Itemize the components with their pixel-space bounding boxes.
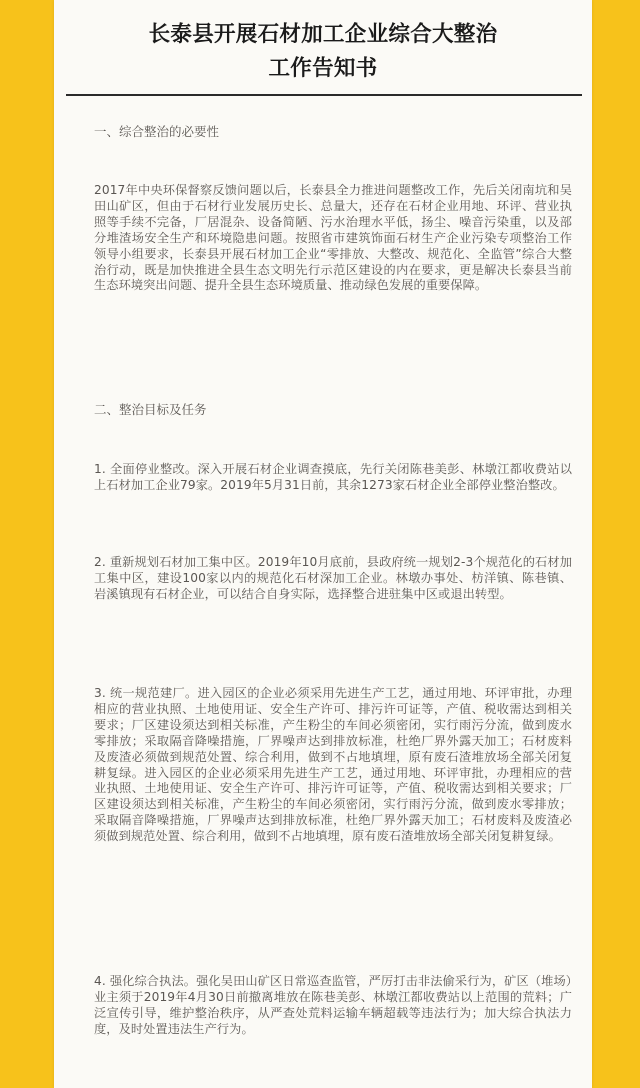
notice-document [54, 0, 592, 1088]
title-divider [66, 94, 582, 96]
task-item-3: 3. 统一规范建厂。进入园区的企业必须采用先进生产工艺，通过用地、环评审批，办理相应的营业执照、土地使用证、安全生产许可、排污许可证等，产值、税收需达到相关要求；厂区建设须达到相关标准，产生粉尘的车间必须密闭，实行雨污分流，做到废水零排放；采取隔音降噪措施，厂界噪声达到排放标准，杜绝厂界外露天加工；石材废料及废渣必须做到规范处置、综合利用，做到不占地填埋，原有废石渣堆放场全部关闭复耕复绿。进入园区的企业必须采用先进生产工艺，通过用地、环评审批，办理相应的营业执照、土地使用证、安全生产许可、排污许可证等，产值、税收需达到相关要求；厂区建设须达到相关标准，产生粉尘的车间必须密闭，实行雨污分流，做到废水零排放；采取隔音降噪措施，厂界噪声达到排放标准，杜绝厂界外露天加工；石材废料及废渣必须做到规范处置、综合利用，做到不占地填埋，原有废石渣堆放场全部关闭复耕复绿。 [94, 686, 572, 844]
task-item-2: 2. 重新规划石材加工集中区。2019年10月底前，县政府统一规划2-3个规范化的石材加工集中区，建设100家以内的规范化石材深加工企业。林墩办事处、枋洋镇、陈巷镇、岩溪镇现有石材企业，可以结合自身实际，选择整合进驻集中区或退出转型。 [94, 555, 572, 601]
title-line-1: 长泰县开展石材加工企业综合大整治 [148, 22, 498, 47]
document-title [54, 18, 592, 86]
task-item-4: 4. 强化综合执法。强化吴田山矿区日常巡查监管，严厉打击非法偷采行为，矿区（堆场）业主须于2019年4月30日前撤离堆放在陈巷美彭、林墩江都收费站以上范围的荒料；广泛宣传引导，维护整治秩序，从严查处荒料运输车辆超载等违法行为；加大综合执法力度，及时处置违法生产行为。 [94, 974, 572, 1036]
title-line-2: 工作告知书 [268, 56, 378, 81]
section-1-heading: 一、综合整治的必要性 [94, 124, 220, 139]
section-1-body: 2017年中央环保督察反馈问题以后，长泰县全力推进问题整改工作，先后关闭南坑和吴田山矿区，但由于石材行业发展历史长、总量大，还存在石材企业用地、环评、营业执照等手续不完备，厂居混杂、设备简陋、污水治理水平低，扬尘、噪音污染重，以及部分堆渣场安全生产和环境隐患问题。按照省市建筑饰面石材生产企业污染专项整治工作领导小组要求，长泰县开展石材加工企业“零排放、大整改、规范化、全监管”综合大整治行动，既是加快推进全县生态文明先行示范区建设的内在要求，更是解决长泰县当前生态环境突出问题、提升全县生态环境质量、推动绿色发展的重要保障。 [94, 183, 572, 293]
task-item-1: 1. 全面停业整改。深入开展石材企业调查摸底，先行关闭陈巷美彭、林墩江都收费站以上石材加工企业79家。2019年5月31日前，其余1273家石材企业全部停业整治整改。 [94, 462, 572, 492]
section-2-heading: 二、整治目标及任务 [94, 402, 207, 417]
